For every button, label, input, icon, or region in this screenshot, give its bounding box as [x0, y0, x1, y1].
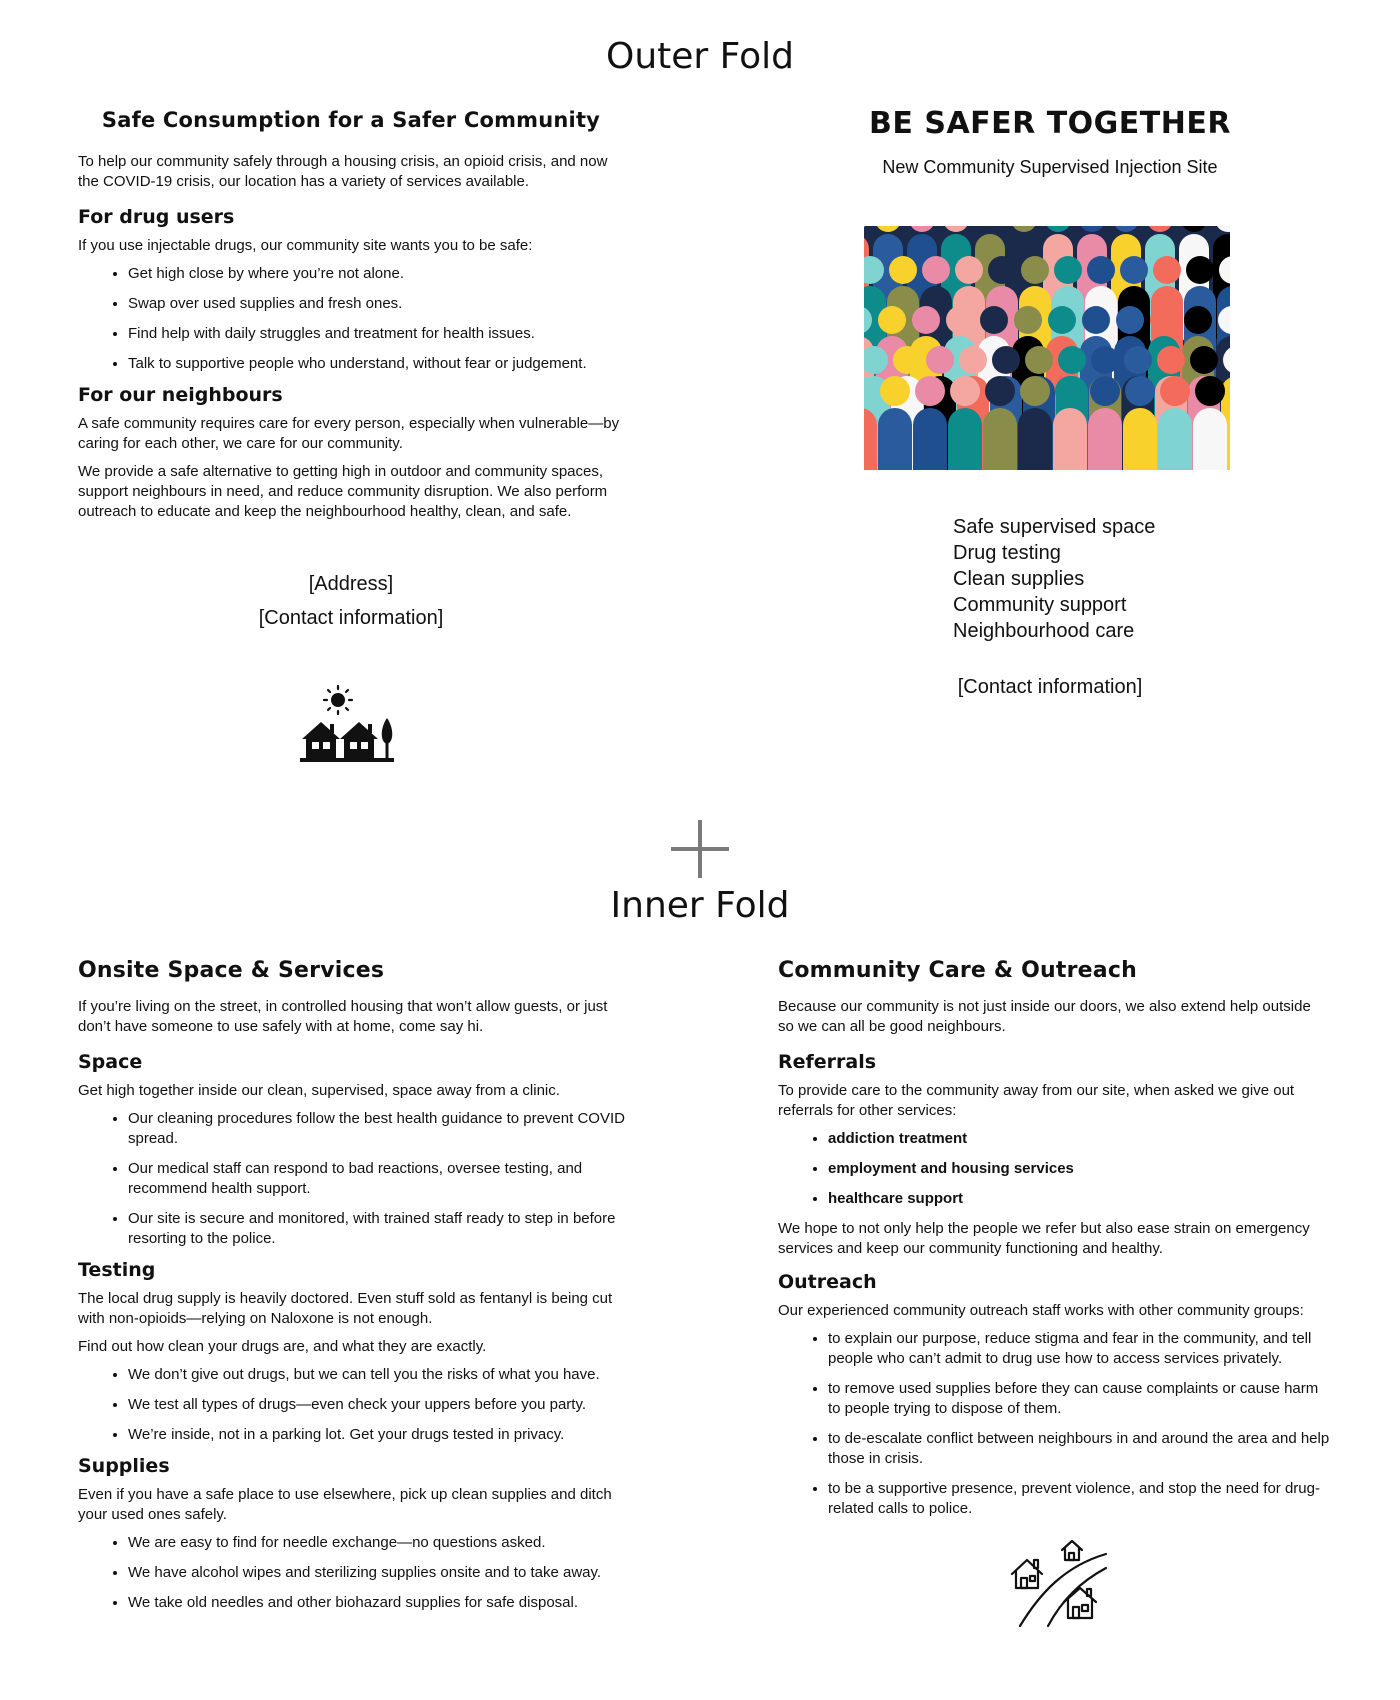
cover-contact-text: [Contact information] [957, 676, 1143, 698]
outer-left-panel [78, 108, 624, 522]
supplies-list [78, 1533, 634, 1613]
testing-heading: Testing [78, 1259, 156, 1281]
outer-intro-paragraph: To help our community safely through a housing crisis, an opioid crisis, and now the COVID-19 crisis, our location has a variety of services available. [78, 153, 608, 190]
address-text: [Address] [308, 573, 394, 595]
list-item: • Swap over used supplies and fresh ones. [128, 294, 624, 314]
list-item: • We have alcohol wipes and sterilizing supplies onsite and to take away. [128, 1563, 634, 1583]
space-list [78, 1109, 634, 1249]
outreach-list [778, 1329, 1330, 1519]
outreach-text: Our experienced community outreach staff works with other community groups: [778, 1302, 1304, 1319]
list-item: • addiction treatment [828, 1129, 1330, 1149]
list-item: • Get high close by where you’re not alone. [128, 264, 624, 284]
neighbours-paragraph: We provide a safe alternative to getting high in outdoor and community spaces, support neighbours in need, and reduce community disruption. We also perform outreach to educate and keep the neighbourhood healthy, clean, and safe. [78, 463, 608, 520]
testing-list [78, 1365, 634, 1445]
list-item: • Our site is secure and monitored, with trained staff ready to step in before resorting to the police. [128, 1209, 634, 1249]
list-item: • to remove used supplies before they can cause complaints or cause harm to people trying to dispose of them. [828, 1379, 1330, 1419]
cover-service-item: Neighbourhood care [953, 620, 1135, 642]
community-care-intro: Because our community is not just inside our doors, we also extend help outside so we can all be good neighbours. [778, 998, 1311, 1035]
cover-subtitle: New Community Supervised Injection Site [882, 157, 1218, 177]
sun-houses-tree-icon [300, 684, 398, 766]
community-care-title: Community Care & Outreach [778, 958, 1137, 983]
houses-road-icon [1010, 1538, 1114, 1628]
cover-service-item: Clean supplies [953, 568, 1085, 590]
cover-service-item: Drug testing [953, 542, 1061, 564]
list-item: • We are easy to find for needle exchange—no questions asked. [128, 1533, 634, 1553]
list-item: • Our cleaning procedures follow the best health guidance to prevent COVID spread. [128, 1109, 634, 1149]
testing-paragraph: Find out how clean your drugs are, and what they are exactly. [78, 1338, 487, 1355]
inner-fold-heading: Inner Fold [610, 885, 790, 926]
inner-left-panel [78, 958, 634, 1623]
list-item: • healthcare support [828, 1189, 1330, 1209]
referrals-closing: We hope to not only help the people we refer but also ease strain on emergency services and keep our community functioning and healthy. [778, 1220, 1310, 1257]
cover-title: BE SAFER TOGETHER [869, 106, 1231, 141]
list-item: • to explain our purpose, reduce stigma and fear in the community, and tell people who can’t admit to drug use how to access services privately. [828, 1329, 1330, 1369]
cover-services-list [953, 514, 1253, 644]
testing-paragraph: The local drug supply is heavily doctored. Even stuff sold as fentanyl is being cut with non-opioids—relying on Naloxone is not enough. [78, 1290, 613, 1327]
list-item: • Find help with daily struggles and treatment for health issues. [128, 324, 624, 344]
outer-fold-heading: Outer Fold [606, 36, 794, 77]
left-contact-text: [Contact information] [258, 607, 444, 629]
colorful-crowd-illustration [864, 226, 1230, 470]
cover-panel [780, 106, 1320, 178]
plus-divider-icon [671, 820, 729, 878]
cover-service-item: Community support [953, 594, 1127, 616]
space-text: Get high together inside our clean, supervised, space away from a clinic. [78, 1082, 560, 1099]
list-item: • to be a supportive presence, prevent violence, and stop the need for drug-related calls to police. [828, 1479, 1330, 1519]
referrals-heading: Referrals [778, 1051, 877, 1073]
list-item: • We test all types of drugs—even check your uppers before you party. [128, 1395, 634, 1415]
outreach-heading: Outreach [778, 1271, 877, 1293]
onsite-intro: If you’re living on the street, in controlled housing that won’t allow guests, or just don’t have someone to use safely with at home, come say hi. [78, 998, 608, 1035]
list-item: • Talk to supportive people who understand, without fear or judgement. [128, 354, 624, 374]
supplies-text: Even if you have a safe place to use elsewhere, pick up clean supplies and ditch your used ones safely. [78, 1486, 612, 1523]
drug-users-heading: For drug users [78, 206, 235, 228]
referrals-text: To provide care to the community away from our site, when asked we give out referrals for other services: [778, 1082, 1295, 1119]
list-item: • Our medical staff can respond to bad reactions, oversee testing, and recommend health support. [128, 1159, 634, 1199]
list-item: • employment and housing services [828, 1159, 1330, 1179]
supplies-heading: Supplies [78, 1455, 170, 1477]
onsite-title: Onsite Space & Services [78, 958, 385, 983]
list-item: • We don’t give out drugs, but we can tell you the risks of what you have. [128, 1365, 634, 1385]
outer-left-title: Safe Consumption for a Safer Community [101, 108, 601, 132]
referrals-list [778, 1129, 1330, 1209]
neighbours-heading: For our neighbours [78, 384, 283, 406]
list-item: • to de-escalate conflict between neighbours in and around the area and help those in crisis. [828, 1429, 1330, 1469]
neighbours-paragraph: A safe community requires care for every person, especially when vulnerable—by caring for each other, we care for our community. [78, 415, 620, 452]
cover-service-item: Safe supervised space [953, 516, 1156, 538]
inner-right-panel [778, 958, 1330, 1529]
space-heading: Space [78, 1051, 143, 1073]
drug-users-list [78, 264, 624, 374]
list-item: • We take old needles and other biohazard supplies for safe disposal. [128, 1593, 634, 1613]
list-item: • We’re inside, not in a parking lot. Get your drugs tested in privacy. [128, 1425, 634, 1445]
drug-users-text: If you use injectable drugs, our community site wants you to be safe: [78, 237, 533, 254]
